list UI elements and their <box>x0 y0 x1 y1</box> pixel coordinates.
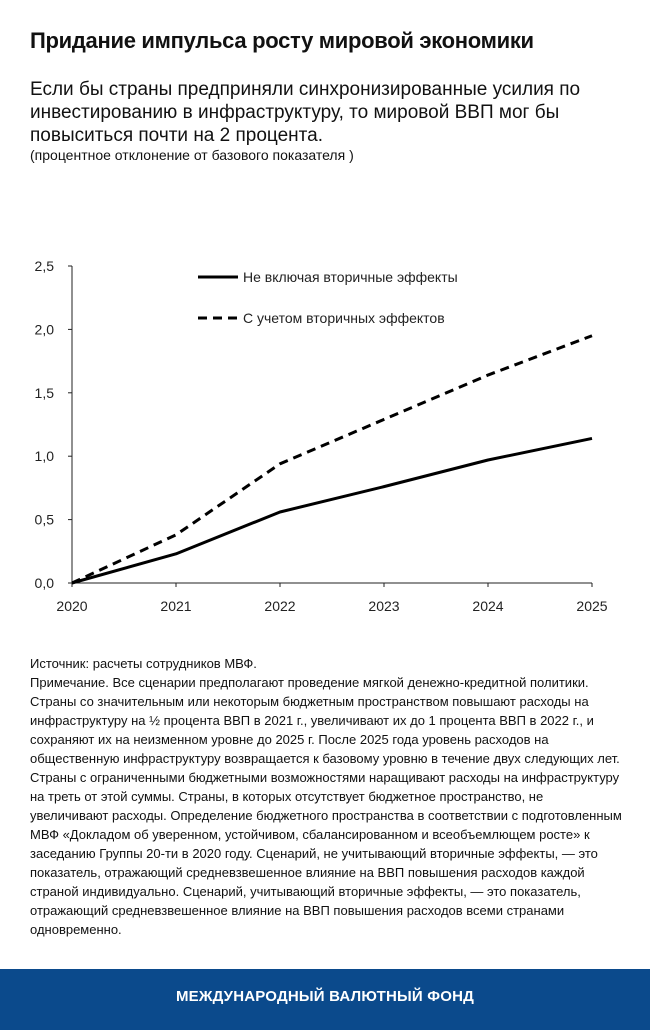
y-tick-label: 2,0 <box>34 321 54 338</box>
x-tick-label: 2025 <box>576 598 608 614</box>
y-tick-label: 0,0 <box>34 575 54 591</box>
y-tick-label: 0,5 <box>34 511 54 528</box>
series-line-without-spillovers <box>72 438 592 583</box>
x-tick-label: 2022 <box>264 598 296 614</box>
line-chart <box>0 240 650 630</box>
legend-label: С учетом вторичных эффектов <box>243 310 445 326</box>
footer-label: МЕЖДУНАРОДНЫЙ ВАЛЮТНЫЙ ФОНД <box>175 988 475 1005</box>
note-text: Примечание. Все сценарии предполагают проведение мягкой денежно-кредитной политики. Страны со значительным или некоторым бюджетным пространством повышают расходы на инфраструктуру на ½ процента ВВП в 2021 г., увеличивают их до 1 процента ВВП в 2022 г., и сохраняют их на неизменном уровне до 2025 г. После 2025 года уровень расходов на общественную инфраструктуру возвращается к базовому уровню в течение двух следующих лет. Страны с ограниченными бюджетными возможностями наращивают расходы на инфраструктуру на треть от этой суммы. Страны, в которых отсутствует бюджетное пространство, не увеличивают расходы. Определение бюджетного пространства в соответствии с подготовленным МВФ «Докладом об уверенном, устойчивом, сбалансированном и всеобъемлющем росте» к заседанию Группы 20-ти в 2020 году. Сценарий, не учитывающий вторичные эффекты, — это показатель, отражающий средневзвешенное влияние на ВВП повышения расходов каждой страной индивидуально. Сценарий, учитывающий вторичные эффекты, — это показатель, отражающий средневзвешенное влияние на ВВП повышения расходов всеми странами одновременно. <box>30 675 622 937</box>
source-text: Источник: расчеты сотрудников МВФ. <box>30 656 257 671</box>
footer-bar <box>0 969 650 1030</box>
chart-series <box>72 336 592 583</box>
series-line-with-spillovers <box>72 336 592 583</box>
y-tick-label: 1,0 <box>34 448 54 465</box>
x-tick-label: 2020 <box>56 598 88 614</box>
y-tick-label: 2,5 <box>34 258 54 274</box>
y-tick-label: 1,5 <box>34 384 54 401</box>
notes-block <box>30 654 624 939</box>
legend-label: Не включая вторичные эффекты <box>243 269 458 285</box>
units-label: (процентное отклонение от базового показателя ) <box>30 147 354 163</box>
chart-subtitle: Если бы страны предприняли синхронизированные усилия по инвестированию в инфраструктуру, то мировой ВВП мог бы повыситься почти на 2 процента. <box>30 79 581 146</box>
x-tick-label: 2023 <box>368 598 400 614</box>
x-tick-label: 2024 <box>472 598 504 614</box>
chart-legend <box>198 269 458 326</box>
chart-title: Придание импульса росту мировой экономики <box>30 28 534 53</box>
x-tick-label: 2021 <box>160 598 192 614</box>
